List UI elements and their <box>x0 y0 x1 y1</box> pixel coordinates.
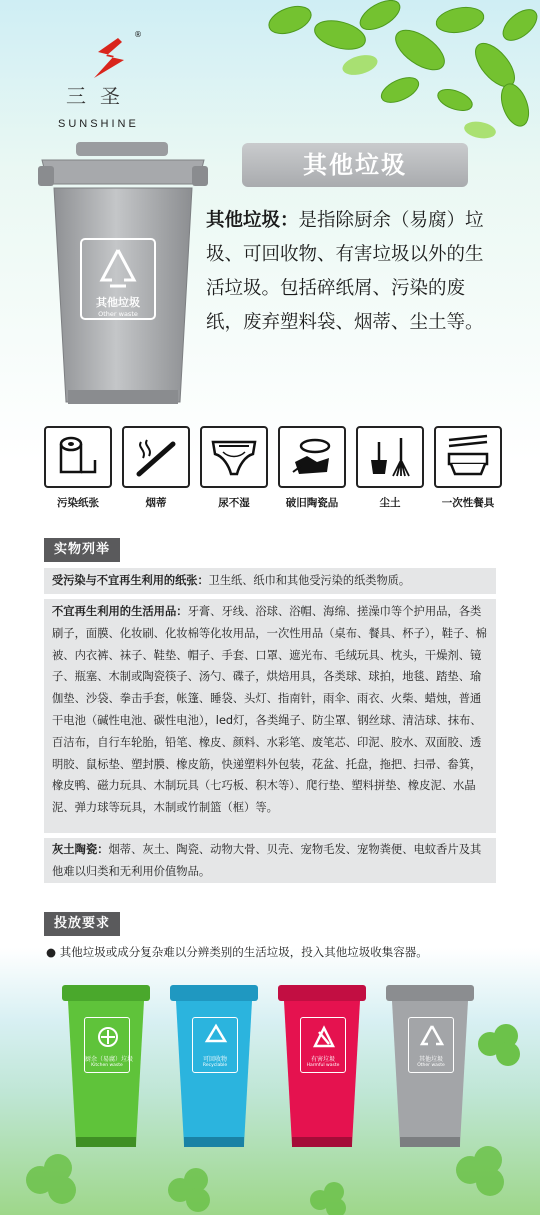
other-waste-symbol-icon <box>98 246 138 292</box>
bin-label-cn: 其他垃圾 <box>418 1056 443 1063</box>
disposable-tableware-icon <box>443 432 493 482</box>
tissue-roll-icon <box>53 432 103 482</box>
examples-block2-text: 牙膏、牙线、浴球、浴帽、海绵、搓澡巾等个护用品，各类刷子，面膜、化妆刷、化妆棉等化妆用品，一次性用品（桌布、餐具、杯子），鞋子、棉被、内衣裤、袜子、鞋垫、帽子、手套、口罩、遮光布、毛绒玩具、枕头，干燥剂、镜子、瓶塞、木制或陶瓷筷子、汤勺、碟子，烘焙用具，各类球、球拍，地毯、踏垫、瑜伽垫、沙袋、拳击手套，帐篷、睡袋、头灯、指南针，雨伞、雨衣、火柴、蜡烛，普通干电池（碱性电池、碳性电池），led灯，各类绳子、防尘罩、钢丝球、清洁球、抹布、百洁布，自行车轮胎，铅笔、橡皮、颜料、水彩笔、废笔芯、印泥、胶水、双面胶、透明胶、鼠标垫、塑封膜、橡皮筋，快递塑料外包装，花盆、托盘，拖把、扫帚、畚箕，橡皮鸭、磁力玩具、木制玩具（七巧板、积木等）、爬行垫、塑料拼垫、橡皮泥、水晶泥、弹力球等玩具，木制或竹制篮（框）等。 <box>52 605 487 815</box>
other-waste-symbol-icon <box>417 1022 447 1052</box>
icon-label: 尿不湿 <box>218 497 250 509</box>
examples-block-goods <box>44 599 496 833</box>
bin-label-cn: 有害垃圾 <box>310 1056 335 1063</box>
examples-line1-text: 卫生纸、纸巾和其他受污染的纸类物质。 <box>208 574 411 587</box>
examples-line-paper <box>44 568 496 594</box>
bin-label-en: Kitchen waste <box>91 1063 123 1068</box>
bin-kitchen-waste <box>58 975 154 1155</box>
examples-line1-bold: 受污染与不宜再生利用的纸张： <box>52 574 209 587</box>
bin-recyclable <box>166 975 262 1155</box>
bin-label-cn: 厨余（易腐）垃圾 <box>85 1056 134 1063</box>
icon-item-dust <box>356 426 424 510</box>
sunshine-logo-icon <box>84 34 132 82</box>
bin-label-en: Harmful waste <box>306 1063 340 1068</box>
description-text: 是指除厨余（易腐）垃圾、可回收物、有害垃圾以外的生活垃圾。包括碎纸屑、污染的废纸，废弃塑料袋、烟蒂、尘土等。 <box>206 210 484 333</box>
registered-mark: ® <box>134 30 142 39</box>
diaper-icon <box>209 432 259 482</box>
bin-label-en: Recyclable <box>202 1063 228 1068</box>
harmful-symbol-icon <box>309 1022 339 1052</box>
page-title: 其他垃圾 <box>242 143 468 187</box>
waste-icons-row <box>44 426 504 516</box>
requirements-text <box>46 944 428 960</box>
icon-label: 破旧陶瓷品 <box>285 497 339 509</box>
icon-label: 污染纸张 <box>57 497 99 509</box>
icon-item-paper <box>44 426 112 510</box>
bin-other <box>382 975 478 1155</box>
icon-label: 烟蒂 <box>145 497 167 509</box>
brand-logo <box>52 30 162 130</box>
icon-item-diaper <box>200 426 268 510</box>
examples-block2-bold: 不宜再生利用的生活用品： <box>52 605 188 618</box>
leaves-decoration <box>250 0 540 140</box>
cigarette-icon <box>131 432 181 482</box>
icon-item-cigarette <box>122 426 190 510</box>
examples-block3-text: 烟蒂、灰土、陶瓷、动物大骨、贝壳、宠物毛发、宠物粪便、电蚊香片及其他难以归类和无利用价值物品。 <box>52 843 482 878</box>
broken-ceramic-icon <box>287 432 337 482</box>
examples-block-ash <box>44 838 496 883</box>
title-description <box>206 204 496 340</box>
bin-label <box>80 238 156 320</box>
recycle-icon <box>201 1022 231 1052</box>
examples-block3-bold: 灰土陶瓷： <box>52 843 109 856</box>
bin-label-cn: 可回收物 <box>202 1056 227 1063</box>
icon-item-ceramic <box>278 426 346 510</box>
requirements-heading: 投放要求 <box>44 912 120 936</box>
dustpan-broom-icon <box>365 432 415 482</box>
bin-label-en: Other waste <box>417 1063 445 1068</box>
requirements-body: 其他垃圾或成分复杂难以分辨类别的生活垃圾，投入其他垃圾收集容器。 <box>59 945 428 959</box>
clover-right-decoration <box>470 1020 530 1080</box>
kitchen-waste-symbol-icon <box>93 1022 123 1052</box>
brand-name-cn: 三圣 <box>66 84 134 108</box>
bin-label-en: Other waste <box>98 310 138 318</box>
bullet: ● <box>46 945 57 959</box>
icon-item-tableware <box>434 426 502 510</box>
bins-row <box>58 975 478 1160</box>
brand-name-en: SUNSHINE <box>58 118 139 130</box>
bin-label-cn: 其他垃圾 <box>96 296 140 309</box>
icon-label: 尘土 <box>379 497 401 509</box>
bin-harmful <box>274 975 370 1155</box>
description-lead: 其他垃圾： <box>206 210 299 231</box>
icon-label: 一次性餐具 <box>441 497 495 509</box>
examples-heading: 实物列举 <box>44 538 120 562</box>
